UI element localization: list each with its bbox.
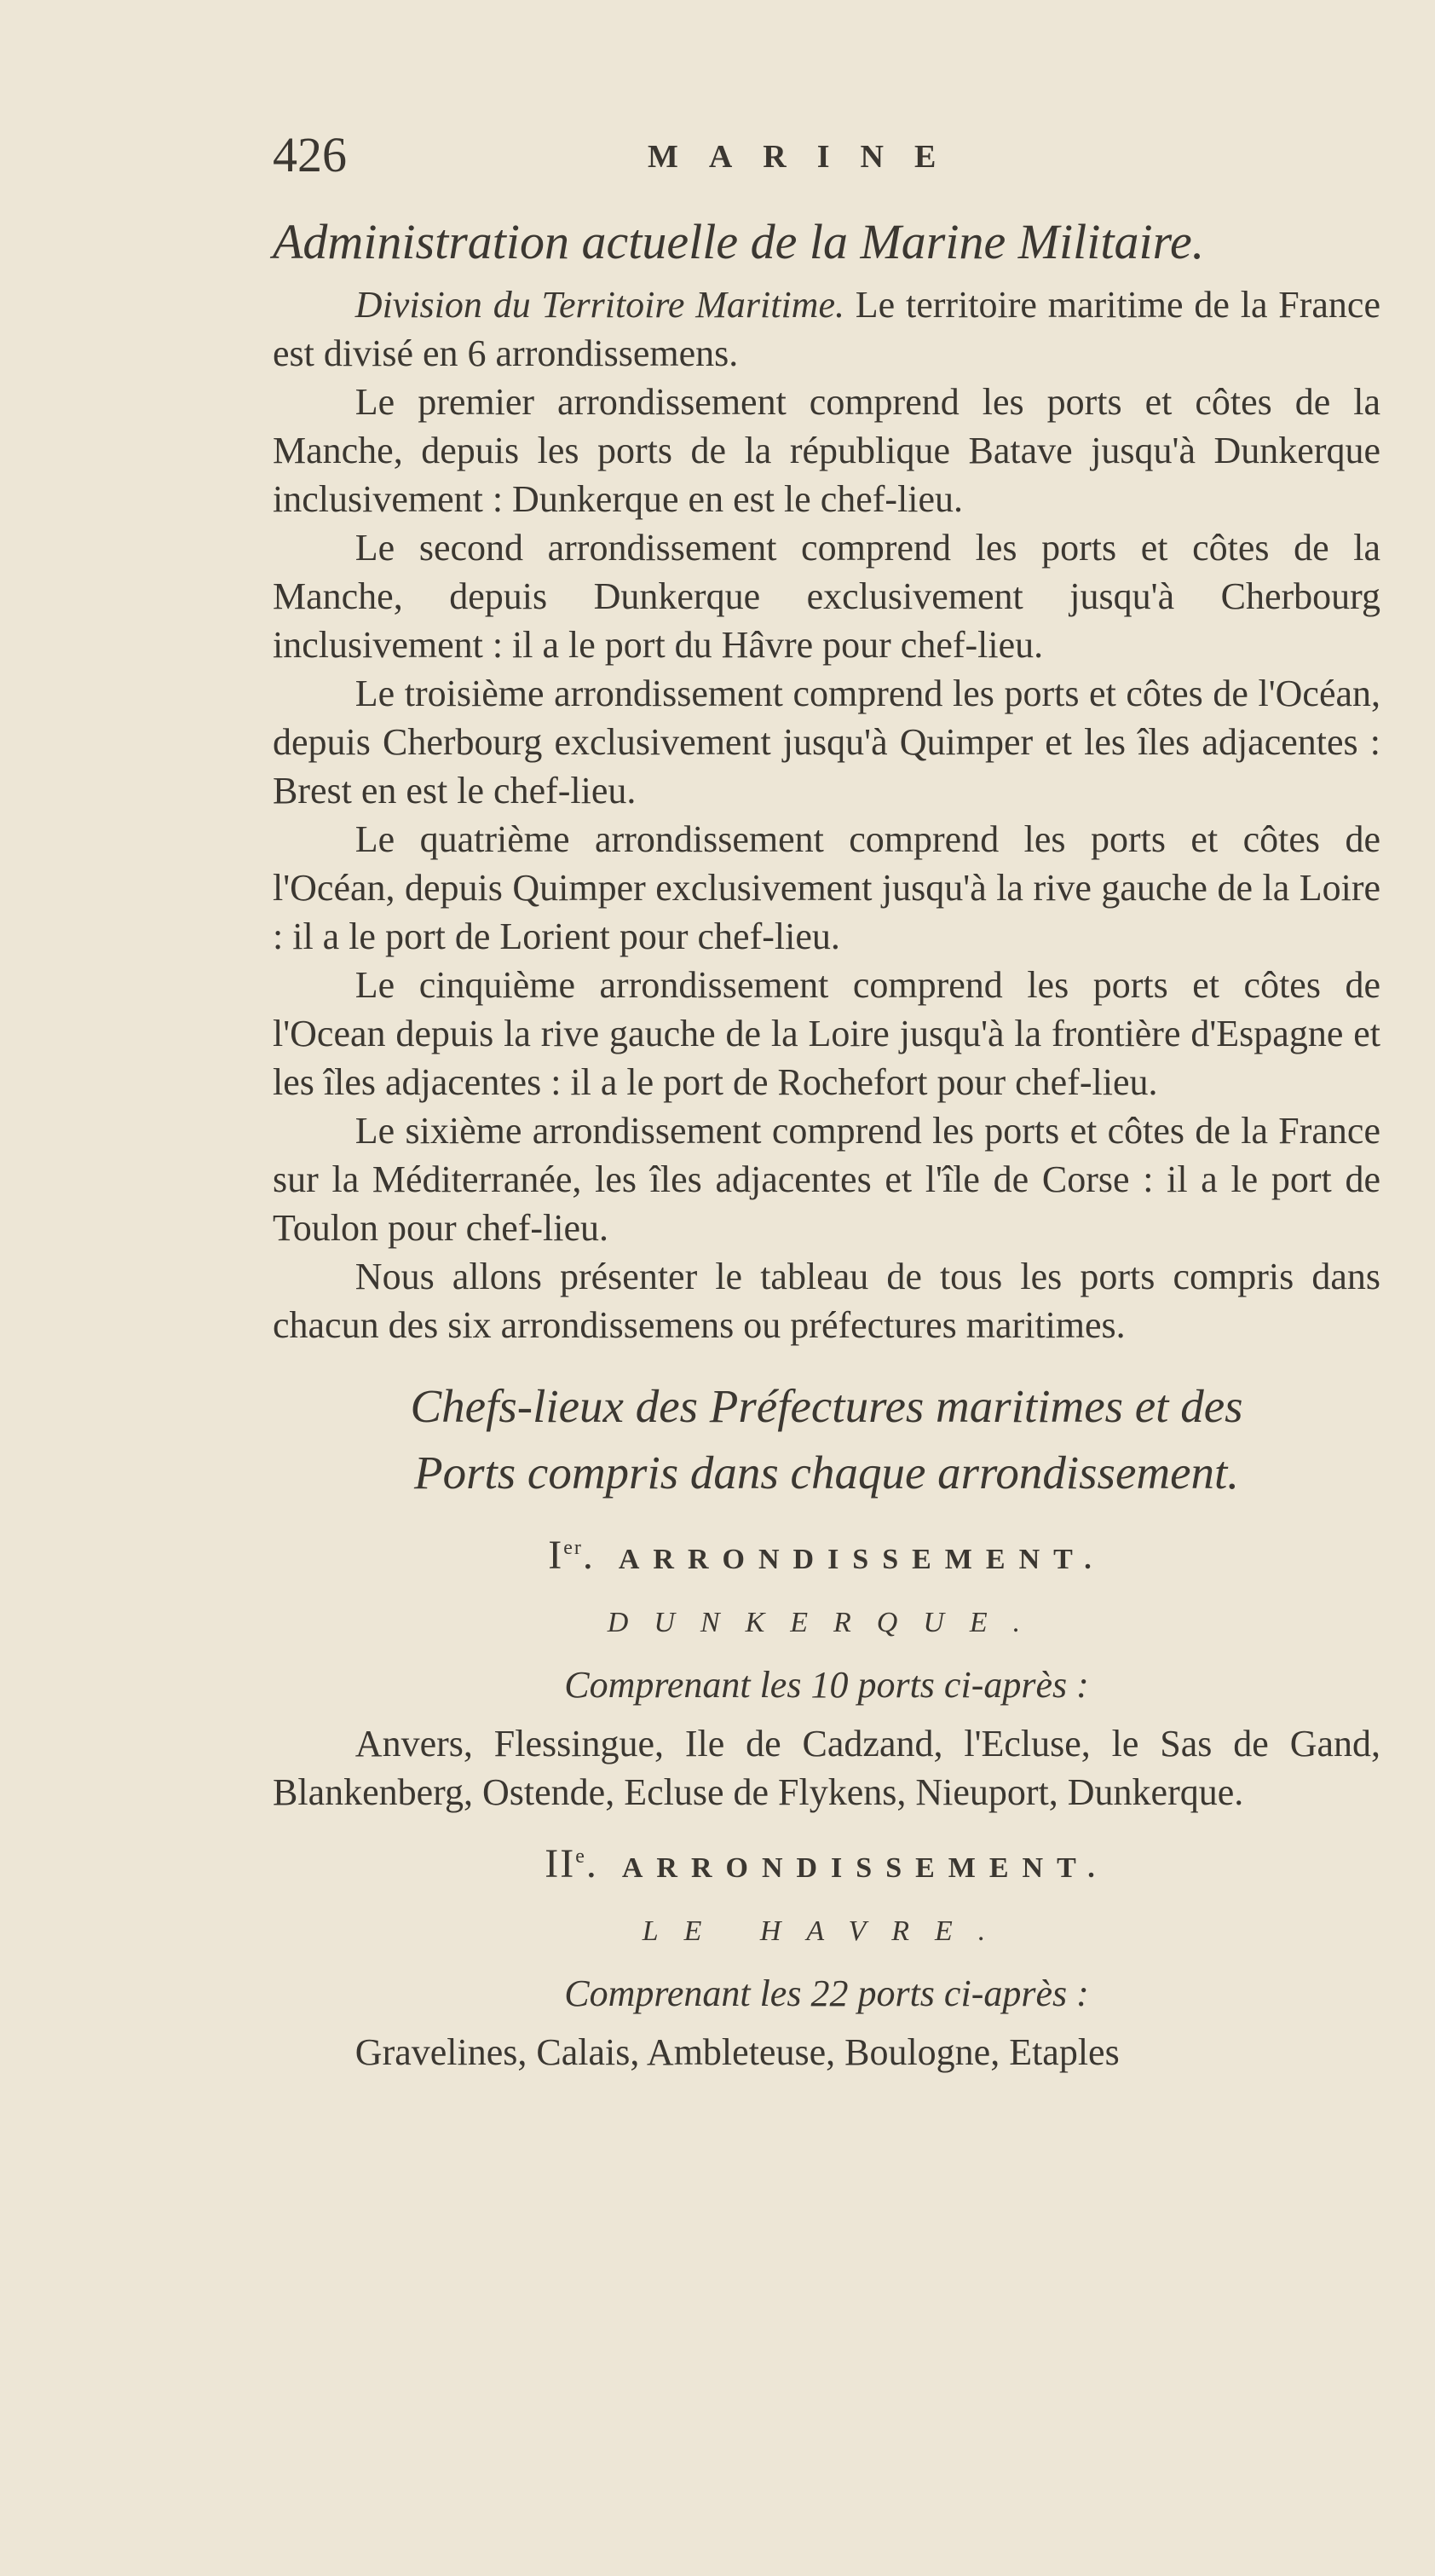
arrondissement-1-ports: Anvers, Flessingue, Ile de Cadzand, l'Ecluse, le Sas de Gand, Blankenberg, Ostende, Ecluse de Flykens, Nieuport, Dunkerque.: [273, 1723, 1380, 1813]
paragraph-7: Nous allons présenter le tableau de tous les ports compris dans chacun des six arrondissemens ou préfectures maritimes.: [273, 1256, 1380, 1346]
arrondissement-2-numeral: IIe.: [545, 1841, 598, 1886]
page-number: 426: [273, 127, 347, 182]
section-title: [273, 1373, 1380, 1506]
arrondissement-2-word: ARRONDISSEMENT.: [621, 1852, 1109, 1884]
arrondissement-2-ports: Gravelines, Calais, Ambleteuse, Boulogne, Etaples: [354, 2031, 1120, 2073]
arrondissement-1-heading: [273, 1515, 1380, 1593]
arrondissement-1-word: ARRONDISSEMENT.: [618, 1544, 1105, 1575]
arrondissement-2-heading: [273, 1823, 1380, 1902]
paragraph-2: Le second arrondissement comprend les ports et côtes de la Manche, depuis Dunkerque exclusivement jusqu'à Cherbourg inclusivement : il a le port du Hâvre pour chef-lieu.: [273, 527, 1380, 666]
paragraph-1: Le premier arrondissement comprend les ports et côtes de la Manche, depuis les ports de la république Batave jusqu'à Dunkerque inclusivement : Dunkerque en est le chef-lieu.: [273, 381, 1380, 520]
text-column: [273, 209, 1380, 2076]
section-title-line-1: Chefs-lieux des Préfectures maritimes et des: [410, 1380, 1243, 1432]
paragraph-6: Le sixième arrondissement comprend les ports et côtes de la France sur la Méditerranée, les îles adjacentes et l'île de Corse : il a le port de Toulon pour chef-lieu.: [273, 1110, 1380, 1249]
intro-paragraph: [273, 280, 1380, 378]
arrondissement-1-comprising: Comprenant les 10 ports ci-après :: [564, 1664, 1089, 1706]
chapter-title: Administration actuelle de la Marine Militaire.: [273, 214, 1205, 269]
arrondissement-1-numeral: Ier.: [548, 1533, 595, 1578]
intro-lead: Division du Territoire Maritime.: [354, 284, 844, 326]
intro-text: Le territoire maritime de la France est divisé en 6 arrondissemens.: [273, 284, 1380, 374]
running-head: MARINE: [648, 139, 967, 175]
arrondissement-2-city: LE HAVRE.: [642, 1915, 1011, 1947]
arrondissement-1-city: DUNKERQUE.: [607, 1607, 1046, 1638]
paragraph-5: Le cinquième arrondissement comprend les ports et côtes de l'Ocean depuis la rive gauche de la Loire jusqu'à la frontière d'Espagne et les îles adjacentes : il a le port de Rochefort pour chef-lieu.: [273, 964, 1380, 1103]
section-title-line-2: Ports compris dans chaque arrondissement.: [413, 1447, 1240, 1499]
paragraph-3: Le troisième arrondissement comprend les ports et côtes de l'Océan, depuis Cherbourg exclusivement jusqu'à Quimper et les îles adjacentes : Brest en est le chef-lieu.: [273, 673, 1380, 811]
arrondissement-2-comprising: Comprenant les 22 ports ci-après :: [564, 1972, 1089, 2014]
paragraph-4: Le quatrième arrondissement comprend les ports et côtes de l'Océan, depuis Quimper exclusivement jusqu'à la rive gauche de la Loire : il a le port de Lorient pour chef-lieu.: [273, 818, 1380, 957]
page-header: [273, 126, 1125, 203]
